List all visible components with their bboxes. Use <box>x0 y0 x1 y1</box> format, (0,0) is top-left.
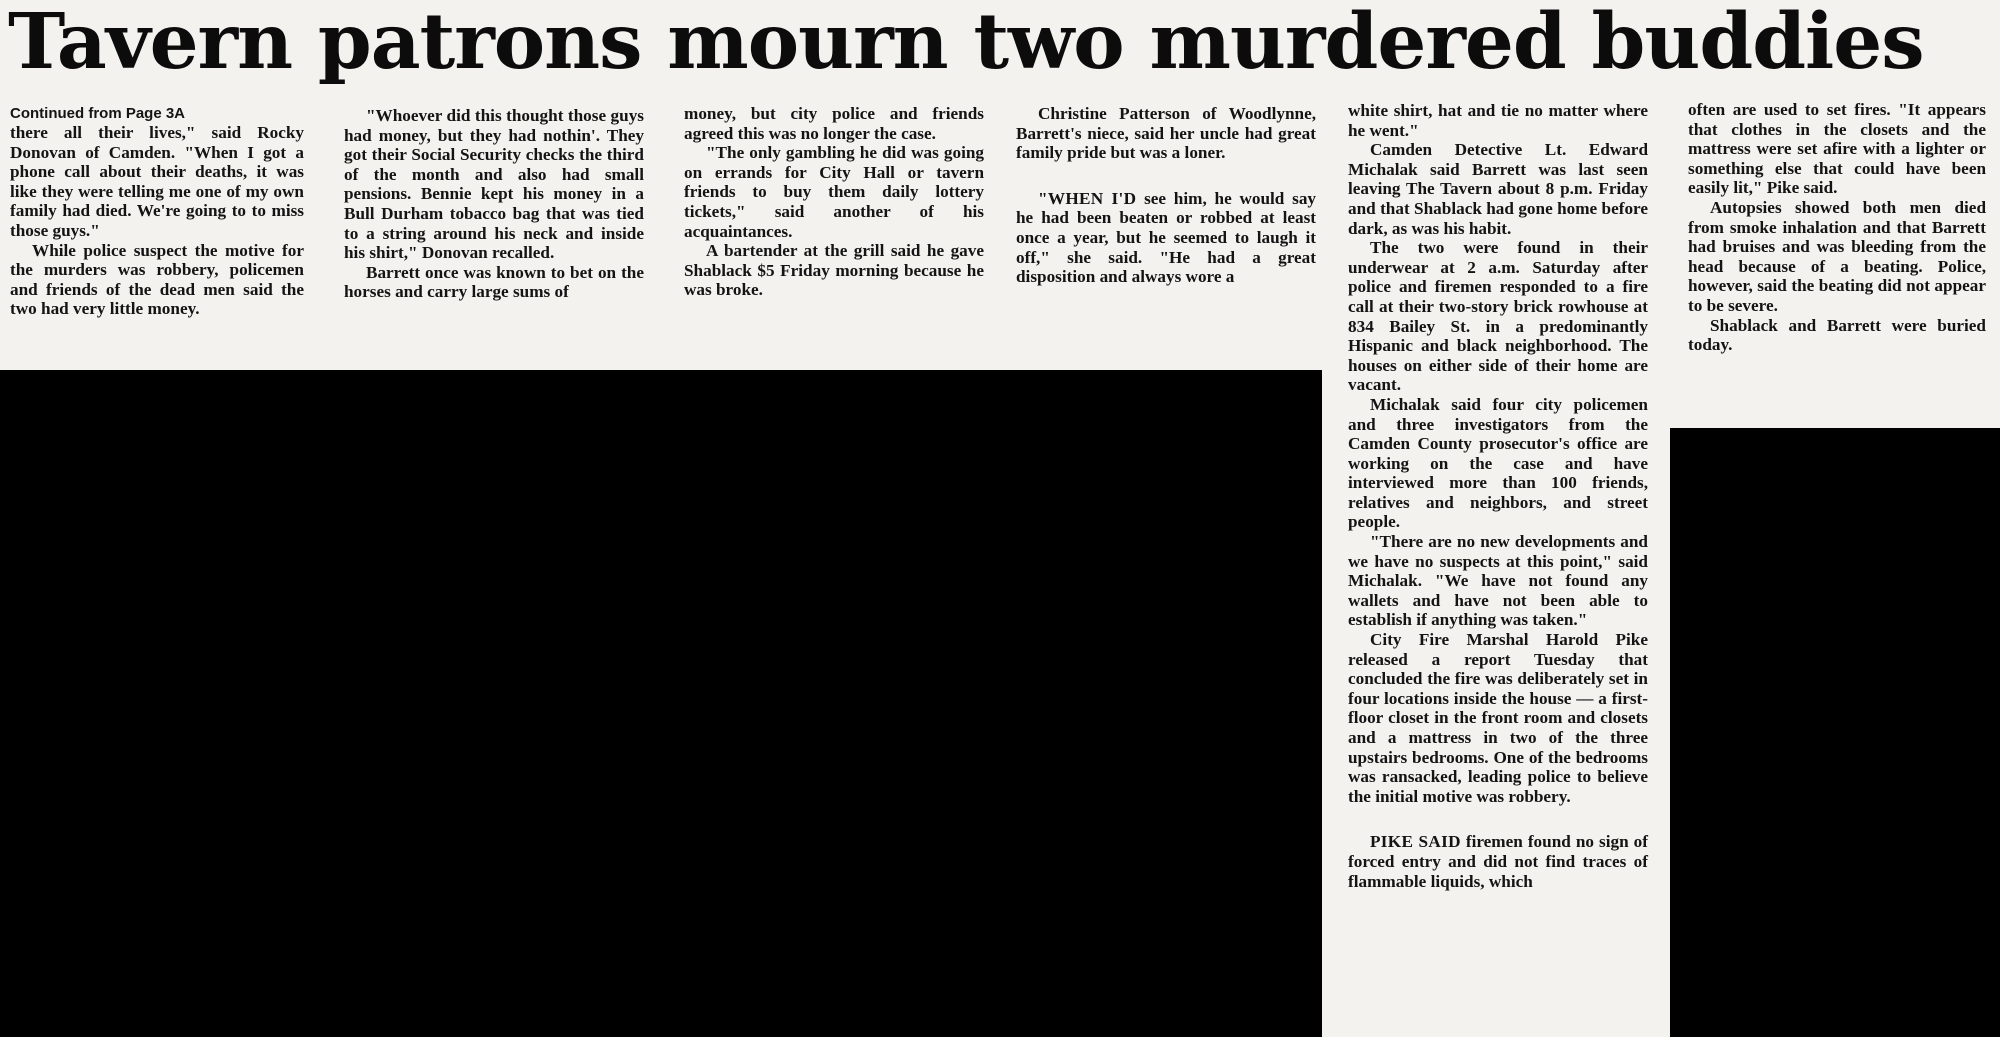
paragraph: Barrett once was known to bet on the horses and carry large sums of <box>344 262 644 302</box>
paragraph: While police suspect the motive for the murders was robbery, policemen and friends of the dead men said the two had very little money. <box>10 240 304 319</box>
subhead-lead: "WHEN I'D <box>1038 188 1137 208</box>
paragraph: A bartender at the grill said he gave Shablack $5 Friday morning because he was broke. <box>684 241 984 300</box>
article-column-5 <box>1348 101 1648 891</box>
paragraph: white shirt, hat and tie no matter where he went." <box>1348 101 1648 140</box>
article-column-4 <box>1016 104 1316 287</box>
paragraph: Camden Detective Lt. Edward Michalak said Barrett was last seen leaving The Tavern about 8 p.m. Friday and that Shablack had gone home before dark, as was his habit. <box>1348 140 1648 238</box>
paragraph: Michalak said four city policemen and three investigators from the Camden County prosecutor's office are working on the case and have interviewed more than 100 friends, relatives and neighbors, and street people. <box>1348 394 1648 532</box>
paragraph: often are used to set fires. "It appears that clothes in the closets and the mattress were set afire with a lighter or something else that could have been easily lit," Pike said. <box>1688 100 1986 198</box>
paragraph: "Whoever did this thought those guys had money, but they had nothin'. They got their Social Security checks the third of the month and also had small pensions. Bennie kept his money in a Bull Durham tobacco bag that was tied to a string around his neck and inside his shirt," Donovan recalled. <box>344 106 644 263</box>
subhead-rest: firemen found no sign of forced entry and did not find traces of flammable liquids, which <box>1348 832 1649 891</box>
paragraph: Autopsies showed both men died from smoke inhalation and that Barrett had bruises and was bleeding from the head because of a beating. Police, however, said the beating did not appear to be severe. <box>1688 197 1986 315</box>
subhead-lead: PIKE SAID <box>1370 832 1461 852</box>
paragraph: money, but city police and friends agreed this was no longer the case. <box>684 104 984 143</box>
article-column-1 <box>10 104 304 319</box>
article-column-2 <box>344 106 644 302</box>
headline: Tavern patrons mourn two murdered buddies <box>8 0 1924 87</box>
paragraph: Christine Patterson of Woodlynne, Barrett's niece, said her uncle had great family pride but was a loner. <box>1016 104 1316 163</box>
subhead-spacer <box>1348 806 1648 832</box>
continued-from-label: Continued from Page 3A <box>10 105 186 122</box>
paragraph: City Fire Marshal Harold Pike released a report Tuesday that concluded the fire was deliberately set in four locations inside the house — a first-floor closet in the front room and closets and a mattress in two of the three upstairs bedrooms. One of the bedrooms was ransacked, leading police to believe the initial motive was robbery. <box>1348 630 1648 806</box>
subhead-rest: see him, he would say he had been beaten or robbed at least once a year, but he seemed to laugh it off," she said. "He had a great disposition and always wore a <box>1016 188 1317 287</box>
article-column-6 <box>1688 100 1986 355</box>
subhead-paragraph <box>1348 832 1648 891</box>
article-column-3 <box>684 104 984 300</box>
paragraph: "There are no new developments and we have no suspects at this point," said Michalak. "We have not found any wallets and have not been able to establish if anything was taken." <box>1348 532 1648 630</box>
paragraph: "The only gambling he did was going on errands for City Hall or tavern friends to buy them daily lottery tickets," said another of his acquaintances. <box>684 143 984 241</box>
paragraph: Shablack and Barrett were buried today. <box>1688 315 1986 355</box>
subhead-spacer <box>1016 163 1316 189</box>
subhead-paragraph <box>1016 189 1316 287</box>
paragraph: The two were found in their underwear at 2 a.m. Saturday after police and firemen responded to a fire call at their two-story brick rowhouse at 834 Bailey St. in a predominantly Hispanic and black neighborhood. The houses on either side of their home are vacant. <box>1348 238 1648 395</box>
paragraph: there all their lives," said Rocky Donovan of Camden. "When I got a phone call about their deaths, it was like they were telling me one of my own family had died. We're going to to miss those guys." <box>10 123 304 240</box>
